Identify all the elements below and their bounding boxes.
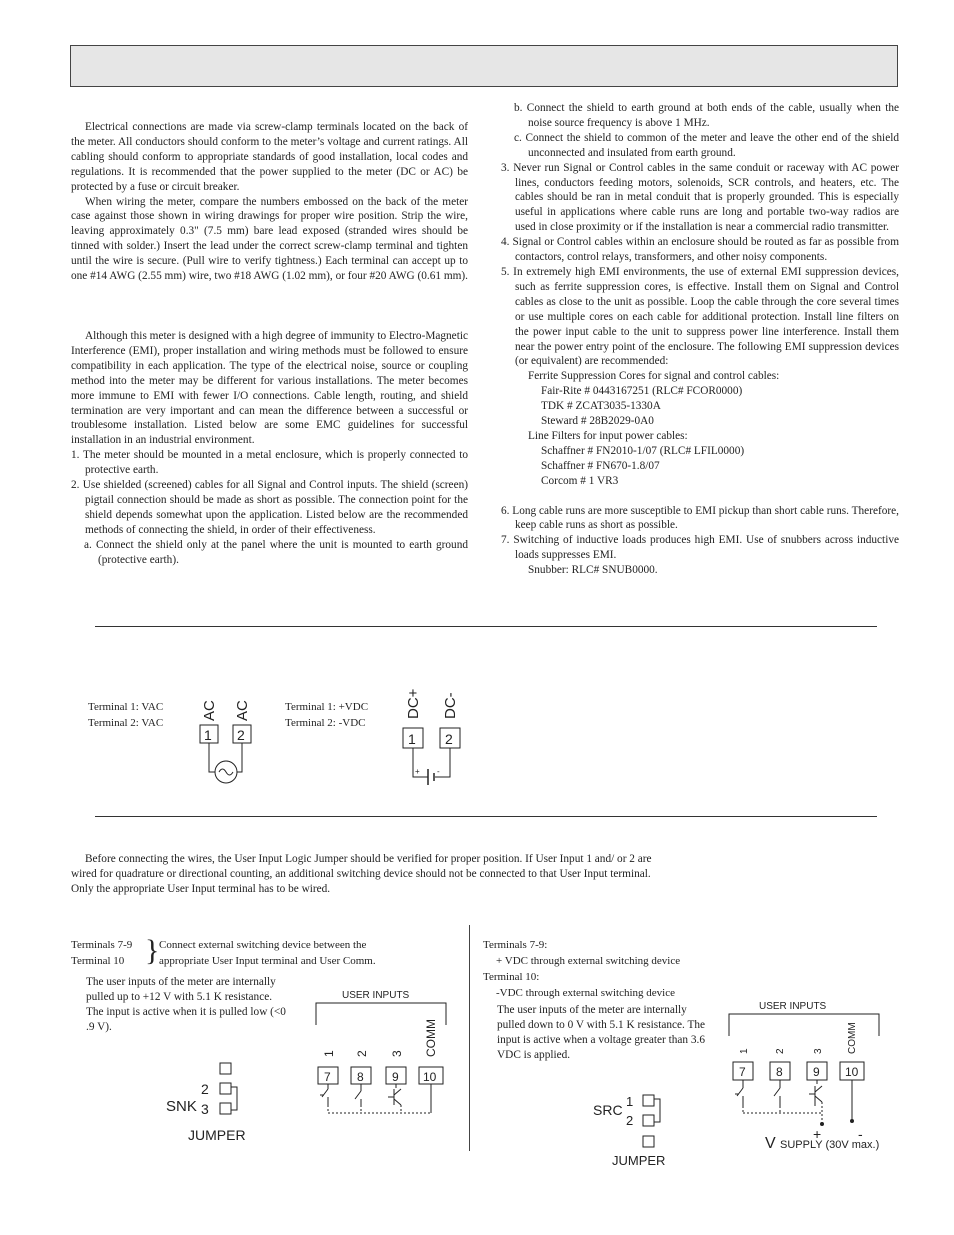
terminal-number: 2 (445, 731, 453, 747)
user-input-intro (71, 852, 676, 897)
dc-minus: - (437, 767, 440, 776)
sink-terminals-7-9: Terminals 7-9 (71, 939, 133, 951)
dc-label-2: DC- (442, 692, 459, 719)
paragraph-wiring: When wiring the meter, compare the numbers embossed on the back of the meter case against those shown in wiring drawings for proper wire position. Strip the wire, leaving approximately 0.3" (7.5 mm) bare lead exposed (stranded wires should be tinned with solder.) Insert the lead under the correct screw-clamp terminal and tighten until the wire is secure. (Pull wire to verify tightness.) Each terminal can accept up to one #14 AWG (2.55 mm) wire, two #18 AWG (1.02 mm), or four #20 AWG (0.61 mm). (71, 195, 469, 283)
sink-desc-line2: appropriate User Input terminal and User Comm. (159, 955, 376, 967)
supply-label: SUPPLY (30V max.) (780, 1139, 880, 1151)
list-item: c. Connect the shield to common of the meter and leave the other end of the shield unconnected and insulated from earth ground. (514, 131, 899, 159)
terminal-number: 7 (739, 1065, 746, 1079)
list-item: a. Connect the shield only at the panel where the unit is mounted to earth ground (protective earth). (84, 538, 468, 566)
sink-description (159, 937, 376, 969)
dc-label-1: DC+ (405, 688, 422, 719)
sink-jumper-diagram (160, 1058, 260, 1148)
sink-note (86, 975, 291, 1035)
supply-v: V (765, 1135, 776, 1152)
list-item: 3. Never run Signal or Control cables in the same conduit or raceway with AC power lines, conductors feeding motors, solenoids, SCR controls, and heaters, etc. The cables should be ran in metal conduit that is properly grounded. This is especially useful in applications where cable runs are long and portable two-way radios are used in close proximity or if the installation is near a commercial radio transmitter. (501, 161, 899, 234)
brace-icon: } (145, 934, 160, 967)
input-label: COMM (847, 1022, 858, 1054)
terminal-number: 1 (408, 731, 416, 747)
paragraph-terminals: Electrical connections are made via screw-clamp terminals located on the back of the meter. All conductors should conform to the meter’s voltage and current ratings. All cabling should conform to appropriate standards of good installation, local codes and regulations. It is recommended that the power supplied to the meter (DC or AC) be protected by a fuse or circuit breaker. (71, 121, 468, 193)
terminal-number: 2 (237, 727, 245, 743)
ferrite-item: Fair-Rite # 0443167251 (RLC# FCOR0000) (541, 385, 743, 398)
ferrite-item: Steward # 28B2029-0A0 (541, 415, 654, 428)
paragraph-emc: Although this meter is designed with a high degree of immunity to Electro-Magnetic Interference (EMI), proper installation and wiring methods must be followed to ensure compatibility in each application. The type of the electrical noise, source or coupling method into the meter may be different for various installations. The meter becomes more immune to EMI with fewer I/O connections. Cable length, routing, and shield termination are very important and can mean the difference between a successful or troublesome installation. Listed below are some EMC guidelines for successful installation in an industrial environment. (71, 329, 468, 447)
terminal-number: 9 (392, 1070, 399, 1084)
source-note-text: The user inputs of the meter are internally pulled down to 0 V with 5.1 K resistance. The input is active when a voltage greater than 3.6 VDC is applied. (497, 1004, 706, 1061)
jumper-pin-label: 2 (201, 1081, 209, 1097)
ferrite-item: TDK # ZCAT3035-1330A (541, 400, 661, 413)
dc-plus: + (415, 767, 420, 776)
terminal-number: 8 (357, 1070, 364, 1084)
list-item: 2. Use shielded (screened) cables for all Signal and Control inputs. The shield (screen) pigtail connection should be made as short as possible. The connection point for the shield depends somewhat upon the application. Listed below are the recommended methods of connecting the shield, in order of their effectiveness. (71, 479, 468, 536)
input-label: 1 (322, 1050, 336, 1057)
filter-item: Schaffner # FN670-1.8/07 (541, 459, 660, 472)
dc-terminal-legend (285, 699, 368, 731)
dc-power-diagram (395, 685, 475, 795)
ac-terminal-2-text: Terminal 2: VAC (88, 717, 164, 729)
user-input-intro-text: Before connecting the wires, the User Input Logic Jumper should be verified for proper position. If User Input 1 and/ or 2 are wired for quadrature or directional counting, an additional switching device should not be connected to that User Input terminal. Only the appropriate User Input terminal has to be wired. (71, 853, 652, 895)
ac-label-1: AC (201, 700, 218, 721)
jumper-pin-label: 3 (201, 1101, 209, 1117)
list-item: 1. The meter should be mounted in a metal enclosure, which is properly connected to protective earth. (71, 449, 468, 477)
input-label: 1 (739, 1048, 750, 1054)
column-divider (469, 925, 470, 1151)
section-divider (95, 816, 877, 817)
jumper-pin (643, 1136, 654, 1147)
sink-terminals (71, 937, 132, 969)
dc-terminal-1-text: Terminal 1: +VDC (285, 701, 369, 713)
sink-terminal-10: Terminal 10 (71, 955, 125, 967)
input-label: COMM (424, 1019, 438, 1057)
jumper-pin (220, 1063, 231, 1074)
list-item: 4. Signal or Control cables within an enclosure should be routed as far as possible from contactors, control relays, transformers, and other noisy components. (501, 236, 899, 264)
source-terminal-10-desc: -VDC through external switching device (496, 987, 676, 999)
input-label: 3 (813, 1048, 824, 1054)
jumper-pin (220, 1083, 231, 1094)
filter-item: Schaffner # FN2010-1/07 (RLC# LFIL0000) (541, 444, 745, 457)
source-note (497, 1003, 709, 1063)
terminal-number: 1 (204, 727, 212, 743)
sink-desc-line1: Connect external switching device between the (159, 939, 367, 951)
sink-user-inputs-diagram (310, 985, 460, 1125)
input-label: 2 (355, 1050, 369, 1057)
terminal-number: 10 (423, 1070, 437, 1084)
jumper-pin (643, 1095, 654, 1106)
section-header-bar (70, 45, 898, 87)
list-item: b. Connect the shield to earth ground at both ends of the cable, usually when the noise source frequency is above 1 MHz. (514, 102, 899, 129)
filter-heading: Line Filters for input power cables: (528, 429, 688, 442)
list-item: 6. Long cable runs are more susceptible to EMI pickup than short cable runs. Therefore, keep cable runs as short as possible. (501, 504, 899, 532)
terminal-number: 7 (324, 1070, 331, 1084)
source-terminals-7-9-desc: + VDC through external switching device (496, 955, 681, 967)
block-title: USER INPUTS (759, 1001, 827, 1012)
jumper-mode: SNK (166, 1098, 197, 1115)
left-column (71, 120, 468, 567)
source-terminals (483, 937, 680, 1001)
jumper-label: JUMPER (188, 1127, 246, 1143)
dc-terminal-2-text: Terminal 2: -VDC (285, 717, 366, 729)
right-column (501, 101, 899, 578)
snubber-line: Snubber: RLC# SNUB0000. (528, 564, 658, 577)
source-user-inputs-diagram (725, 996, 905, 1156)
jumper-label: JUMPER (612, 1153, 666, 1168)
source-terminal-10: Terminal 10: (483, 971, 540, 983)
list-item: 5. In extremely high EMI environments, the use of external EMI suppression devices, such as ferrite suppression cores, is effective. Install them on Signal and Control cables as close to the unit as possible. Loop the cable through the core several times or use multiple cores on each cable for additional protection. Install line filters on the power input cable to the unit to suppress power line interference. Install them near the power entry point of the enclosure. The following EMI suppression devices (or equivalent) are recommended: (501, 265, 899, 368)
source-jumper-diagram (590, 1090, 690, 1170)
source-terminals-7-9: Terminals 7-9: (483, 939, 548, 951)
sink-note-text: The user inputs of the meter are internally pulled up to +12 V with 5.1 K resistance. The input is active when it is pulled low (<0 .9 V). (86, 976, 286, 1033)
ferrite-heading: Ferrite Suppression Cores for signal and control cables: (528, 370, 780, 383)
ac-power-diagram (190, 690, 270, 790)
jumper-pin (643, 1115, 654, 1126)
jumper-mode: SRC (593, 1102, 623, 1118)
terminal-number: 10 (845, 1065, 859, 1079)
jumper-pin (220, 1103, 231, 1114)
input-label: 2 (775, 1048, 786, 1054)
filter-item: Corcom # 1 VR3 (541, 474, 619, 487)
supply-minus: - (858, 1126, 863, 1142)
jumper-pin-label: 2 (626, 1113, 634, 1128)
ac-terminal-1-text: Terminal 1: VAC (88, 701, 164, 713)
terminal-number: 8 (776, 1065, 783, 1079)
section-divider (95, 626, 877, 627)
list-item: 7. Switching of inductive loads produces high EMI. Use of snubbers across inductive loads suppresses EMI. (501, 534, 899, 562)
supply-plus: + (813, 1126, 822, 1142)
ac-terminal-legend (88, 699, 163, 731)
jumper-pin-label: 1 (626, 1094, 634, 1109)
block-title: USER INPUTS (342, 990, 410, 1001)
terminal-number: 9 (813, 1065, 820, 1079)
input-label: 3 (390, 1050, 404, 1057)
ac-label-2: AC (234, 700, 251, 721)
